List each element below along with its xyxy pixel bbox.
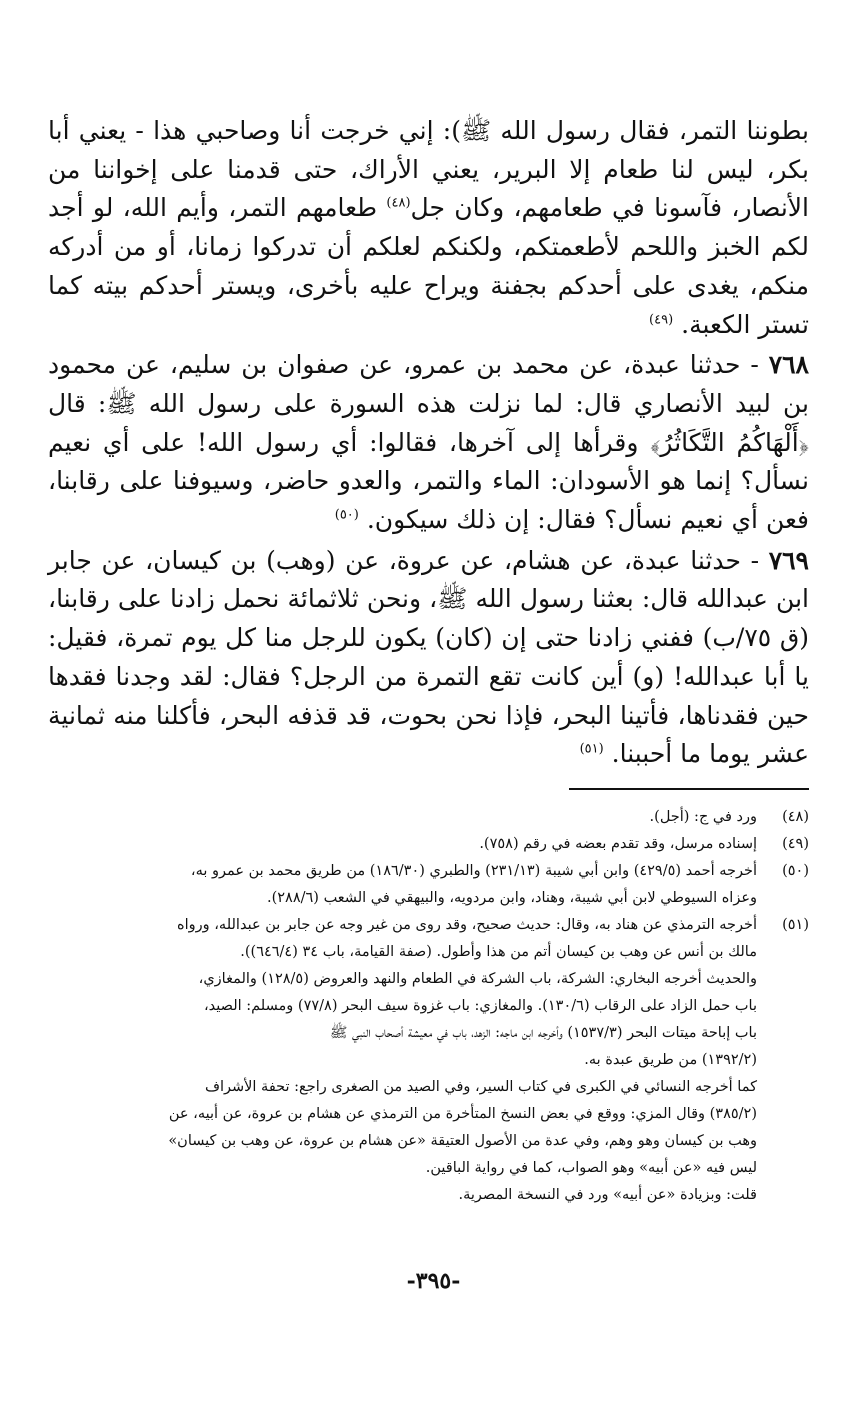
footnote-separator [569,788,809,790]
footnote-51-continuation [48,1074,809,1209]
hadith-number: ٧٦٩ [768,545,809,575]
text-line: واللحم لأطعمتكم، ولكنكم لعلكم أن تدركوا زمانا، أو من أدركه منكم، يغدى [48,232,810,300]
footnote-line: باب حمل الزاد على الرقاب (١٣٠/٦). والمغازي: باب غزوة سيف البحر (٧٧/٨) ومسلم: الصيد، [203,997,757,1014]
text-line: - حدثنا عبدة، عن محمد بن عمرو، عن صفوان بن سليم، عن محمود بن [48,350,809,418]
footnotes [48,804,809,1209]
paragraph-continuation [48,112,809,344]
footnote-ref-48: (٤٨) [386,196,411,212]
footnote-ref-51: (٥١) [579,741,604,757]
hadith-769 [48,542,809,774]
footnote-48 [48,804,809,831]
text-line: على أحدكم بجفنة ويراح عليه بأخرى، ويستر أحدكم بيته كما تستر الكعبة. [48,270,809,339]
footnote-ref-50: (٥٠) [334,507,359,523]
text-line: التَّكَاثُرُ﴾ وقرأها إلى آخرها، فقالوا: أي رسول الله! على أي نعيم نسأل؟ إنما هو [48,427,809,496]
footnote-line: (٣٨٥/٢) وقال المزي: ووقع في بعض النسخ المتأخرة من الترمذي عن هشام بن عروة، عن أبيه، عن [168,1105,757,1122]
footnote-line: مالك بن أنس عن وهب بن كيسان أتم من هذا وأطول. (صفة القيامة، باب ٣٤ (٦٤٦/٤)). [240,943,757,960]
footnote-line: أخرجه الترمذي عن هناد به، وقال: حديث صحيح، وقد روى من غير وجه عن جابر بن عبدالله، ورواه [177,916,757,933]
footnote-number: (٤٨) [782,808,809,825]
footnote-number: (٤٩) [782,835,809,852]
footnote-line: قلت: وبزيادة «عن أبيه» ورد في النسخة المصرية. [458,1186,757,1203]
footnote-number: (٥١) [782,916,809,933]
text-line: بطوننا التمر، فقال رسول الله ﷺ): إني خرجت أنا وصاحبي هذا - يعني أبا بكر، [48,116,809,184]
hadith-number: ٧٦٨ [768,350,809,380]
text-line: ليس لنا طعام إلا البرير، يعني الأراك، حتى قدمنا على إخواننا من الأنصار، [48,154,809,223]
footnote-line: أخرجه أحمد (٤٢٩/٥) وابن أبي شيبة (٢٣١/١٣) والطبري (١٨٦/٣٠) من طريق محمد بن عمرو به، [190,862,757,879]
page-number: -٣٩٥- [406,1268,461,1294]
footnote-49 [48,831,809,858]
text-line: فآسونا في طعامهم، وكان جل [410,193,723,223]
footnote-line: وهب بن كيسان وهو وهم، وفي عدة من الأصول العتيقة «عن هشام بن عروة، عن وهب بن كيسان» [168,1132,757,1149]
text-line: (ق ٧٥/ب) ففني زادنا حتى إن (كان) يكون للرجل منا كل يوم تمرة، فقيل: [48,623,809,653]
text-line: الأسودان: الماء والتمر، والعدو حاضر، وسيوفنا على رقابنا، فعن أي نعيم نسأل؟ [48,466,809,535]
footnote-number: (٥٠) [782,862,809,879]
text-line: طعامهم التمر، وأيم الله، لو أجد لكم الخبز [48,193,809,262]
text-line: - حدثنا عبدة، عن هشام، عن عروة، عن (وهب) بن كيسان، عن جابر [48,545,769,575]
footnote-51 [48,912,809,1074]
footnote-line: (١٣٩٢/٢) من طريق عبدة به. [584,1051,757,1068]
footnote-line: ورد في ج: (أجل). [649,808,757,825]
text-line: ابن عبدالله قال: بعثنا رسول الله ﷺ، ونحن ثلاثمائة نحمل زادنا على رقابنا، [48,584,809,614]
text-line: يوما ما أحببنا. [611,739,751,769]
text-line: فقدناها، فأتينا البحر، فإذا نحن بحوت، قد قذفه البحر، فأكلنا منه ثمانية عشر [48,700,809,769]
footnote-50 [48,858,809,912]
footnote-line: ليس فيه «عن أبيه» وهو الصواب، كما في رواية الباقين. [425,1159,757,1176]
footnote-line: والحديث أخرجه البخاري: الشركة، باب الشركة في الطعام والنهد والعروض (١٢٨/٥) والمغازي، [198,970,757,987]
footnote-line: كما أخرجه النسائي في الكبرى في كتاب السير، وفي الصيد من الصغرى راجع: تحفة الأشراف [204,1078,757,1095]
main-text [48,112,809,774]
text-line: لبيد الأنصاري قال: لما نزلت هذه السورة على رسول الله ﷺ: قال ﴿أَلْهَاكُمُ [48,388,809,457]
text-line: يا أبا عبدالله! (و) أين كانت تقع التمرة من الرجل؟ فقال: لقد وجدنا فقدها حين [48,661,809,730]
footnote-line: وعزاه السيوطي لابن أبي شيبة، وهناد، وابن مردويه، والبيهقي في الشعب (٢٨٨/٦). [266,889,757,906]
hadith-768 [48,346,809,540]
text-line: فقال: إن ذلك سيكون. [366,505,597,535]
footnote-line: إسناده مرسل، وقد تقدم بعضه في رقم (٧٥٨). [479,835,757,852]
footnote-line: باب إباحة ميتات البحر (١٥٣٧/٣) وأخرجه ابن ماجه: الزهد، باب في معيشة أصحاب النبي ﷺ [329,1024,757,1041]
footnote-ref-49: (٤٩) [649,312,674,328]
